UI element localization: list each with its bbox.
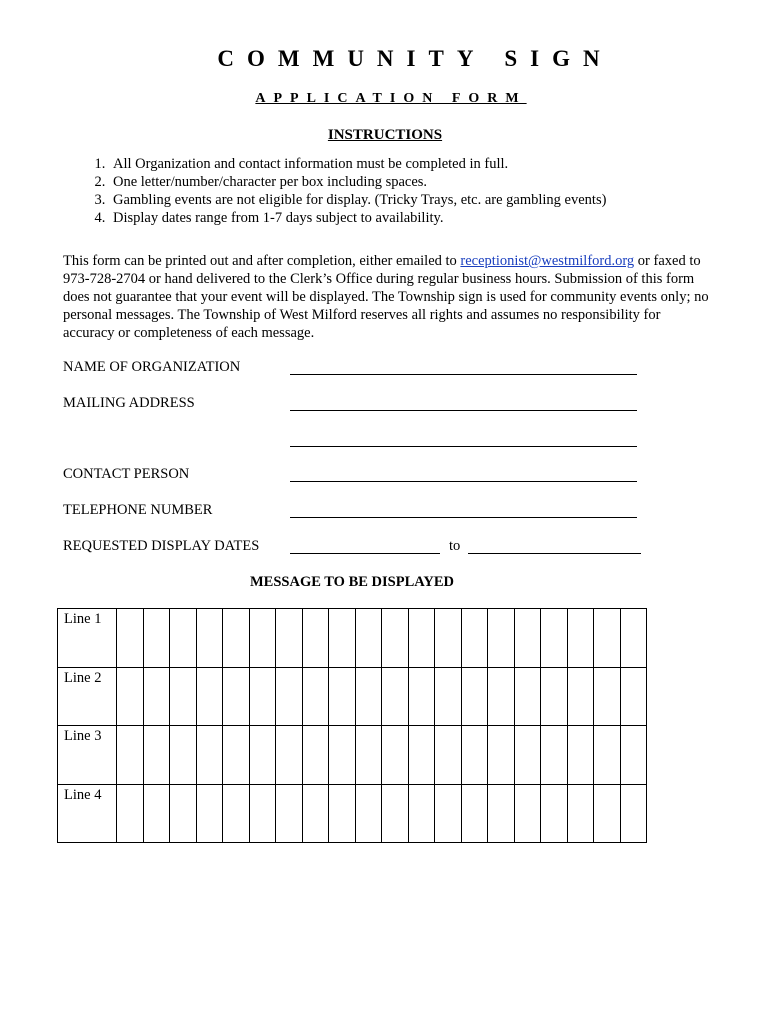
character-box[interactable] (541, 784, 568, 843)
form-title: COMMUNITY SIGN (217, 46, 613, 71)
character-box[interactable] (223, 726, 250, 785)
line-label: Line 2 (58, 667, 117, 726)
character-box[interactable] (567, 609, 594, 668)
character-box[interactable] (541, 726, 568, 785)
instructions-list (63, 155, 606, 227)
character-box[interactable] (276, 784, 303, 843)
character-box[interactable] (249, 667, 276, 726)
character-box[interactable] (594, 609, 621, 668)
message-line-row (58, 726, 647, 785)
character-box[interactable] (541, 609, 568, 668)
organization-label: NAME OF ORGANIZATION (63, 359, 241, 375)
character-box[interactable] (488, 784, 515, 843)
character-box[interactable] (355, 667, 382, 726)
character-box[interactable] (223, 609, 250, 668)
character-box[interactable] (196, 726, 223, 785)
email-link[interactable]: receptionist@westmilford.org (460, 253, 635, 269)
address-field-line-1[interactable] (290, 410, 637, 411)
character-box[interactable] (249, 784, 276, 843)
character-box[interactable] (329, 784, 356, 843)
character-box[interactable] (488, 726, 515, 785)
organization-field[interactable] (290, 374, 637, 375)
character-box[interactable] (594, 667, 621, 726)
character-box[interactable] (117, 784, 144, 843)
character-box[interactable] (594, 784, 621, 843)
character-box[interactable] (382, 609, 409, 668)
character-box[interactable] (567, 667, 594, 726)
instruction-item: 1. All Organization and contact information must be completed in full. (109, 155, 606, 173)
dates-separator: to (449, 538, 461, 554)
instruction-item: 3. Gambling events are not eligible for display. (Tricky Trays, etc. are gambling events) (109, 191, 606, 209)
character-box[interactable] (594, 726, 621, 785)
telephone-label: TELEPHONE NUMBER (63, 502, 213, 518)
character-box[interactable] (143, 609, 170, 668)
character-box[interactable] (620, 726, 647, 785)
character-box[interactable] (117, 609, 144, 668)
character-box[interactable] (567, 784, 594, 843)
character-box[interactable] (170, 609, 197, 668)
character-box[interactable] (408, 609, 435, 668)
character-box[interactable] (223, 667, 250, 726)
character-box[interactable] (435, 609, 462, 668)
character-box[interactable] (488, 667, 515, 726)
character-box[interactable] (170, 784, 197, 843)
character-box[interactable] (117, 667, 144, 726)
character-box[interactable] (249, 726, 276, 785)
character-box[interactable] (620, 784, 647, 843)
character-box[interactable] (541, 667, 568, 726)
dates-label: REQUESTED DISPLAY DATES (63, 538, 260, 554)
character-box[interactable] (408, 667, 435, 726)
character-box[interactable] (170, 667, 197, 726)
form-subtitle: APPLICATION FORM (255, 91, 527, 106)
character-box[interactable] (276, 726, 303, 785)
character-box[interactable] (355, 609, 382, 668)
character-box[interactable] (382, 726, 409, 785)
character-box[interactable] (302, 667, 329, 726)
submission-notice (63, 252, 713, 342)
character-box[interactable] (329, 726, 356, 785)
character-box[interactable] (329, 667, 356, 726)
character-box[interactable] (461, 609, 488, 668)
character-box[interactable] (435, 667, 462, 726)
telephone-field[interactable] (290, 517, 637, 518)
character-box[interactable] (408, 726, 435, 785)
character-box[interactable] (276, 609, 303, 668)
character-box[interactable] (355, 784, 382, 843)
line-label: Line 3 (58, 726, 117, 785)
character-box[interactable] (302, 784, 329, 843)
character-box[interactable] (302, 609, 329, 668)
character-box[interactable] (435, 784, 462, 843)
instruction-item: 4. Display dates range from 1-7 days subject to availability. (109, 209, 606, 227)
notice-text-end: or faxed to 973-728-2704 or hand delivered to the Clerk’s Office during regular business hours. Submission of this form does not guarantee that your event will be displayed. The Township sign is used for community events only; no personal messages. The Township of West Milford reserves all rights and assumes no responsibility for accuracy or completeness of each message. (63, 253, 709, 341)
message-line-row (58, 609, 647, 668)
character-box[interactable] (302, 726, 329, 785)
line-label: Line 1 (58, 609, 117, 668)
character-box[interactable] (223, 784, 250, 843)
character-box[interactable] (435, 726, 462, 785)
message-heading: MESSAGE TO BE DISPLAYED (249, 574, 454, 590)
character-box[interactable] (620, 667, 647, 726)
character-box[interactable] (461, 784, 488, 843)
character-box[interactable] (461, 667, 488, 726)
character-box[interactable] (382, 784, 409, 843)
character-box[interactable] (196, 667, 223, 726)
line-label: Line 4 (58, 784, 117, 843)
character-box[interactable] (461, 726, 488, 785)
end-date-field[interactable] (468, 553, 641, 554)
character-box[interactable] (117, 726, 144, 785)
instruction-item: 2. One letter/number/character per box including spaces. (109, 173, 606, 191)
character-box[interactable] (170, 726, 197, 785)
character-box[interactable] (196, 609, 223, 668)
character-box[interactable] (514, 726, 541, 785)
character-box[interactable] (196, 784, 223, 843)
character-box[interactable] (143, 784, 170, 843)
start-date-field[interactable] (290, 553, 440, 554)
character-box[interactable] (488, 609, 515, 668)
message-grid (57, 608, 647, 843)
contact-label: CONTACT PERSON (63, 466, 190, 482)
character-box[interactable] (249, 609, 276, 668)
instructions-heading: INSTRUCTIONS (327, 127, 443, 143)
character-box[interactable] (620, 609, 647, 668)
character-box[interactable] (276, 667, 303, 726)
character-box[interactable] (143, 726, 170, 785)
character-box[interactable] (514, 784, 541, 843)
contact-field[interactable] (290, 481, 637, 482)
character-box[interactable] (514, 609, 541, 668)
address-field-line-2[interactable] (290, 446, 637, 447)
character-box[interactable] (408, 784, 435, 843)
character-box[interactable] (143, 667, 170, 726)
message-line-row (58, 667, 647, 726)
notice-text-start: This form can be printed out and after completion, either emailed to (63, 253, 461, 269)
character-box[interactable] (382, 667, 409, 726)
character-box[interactable] (514, 667, 541, 726)
character-box[interactable] (329, 609, 356, 668)
address-label: MAILING ADDRESS (63, 395, 195, 411)
message-line-row (58, 784, 647, 843)
character-box[interactable] (355, 726, 382, 785)
character-box[interactable] (567, 726, 594, 785)
